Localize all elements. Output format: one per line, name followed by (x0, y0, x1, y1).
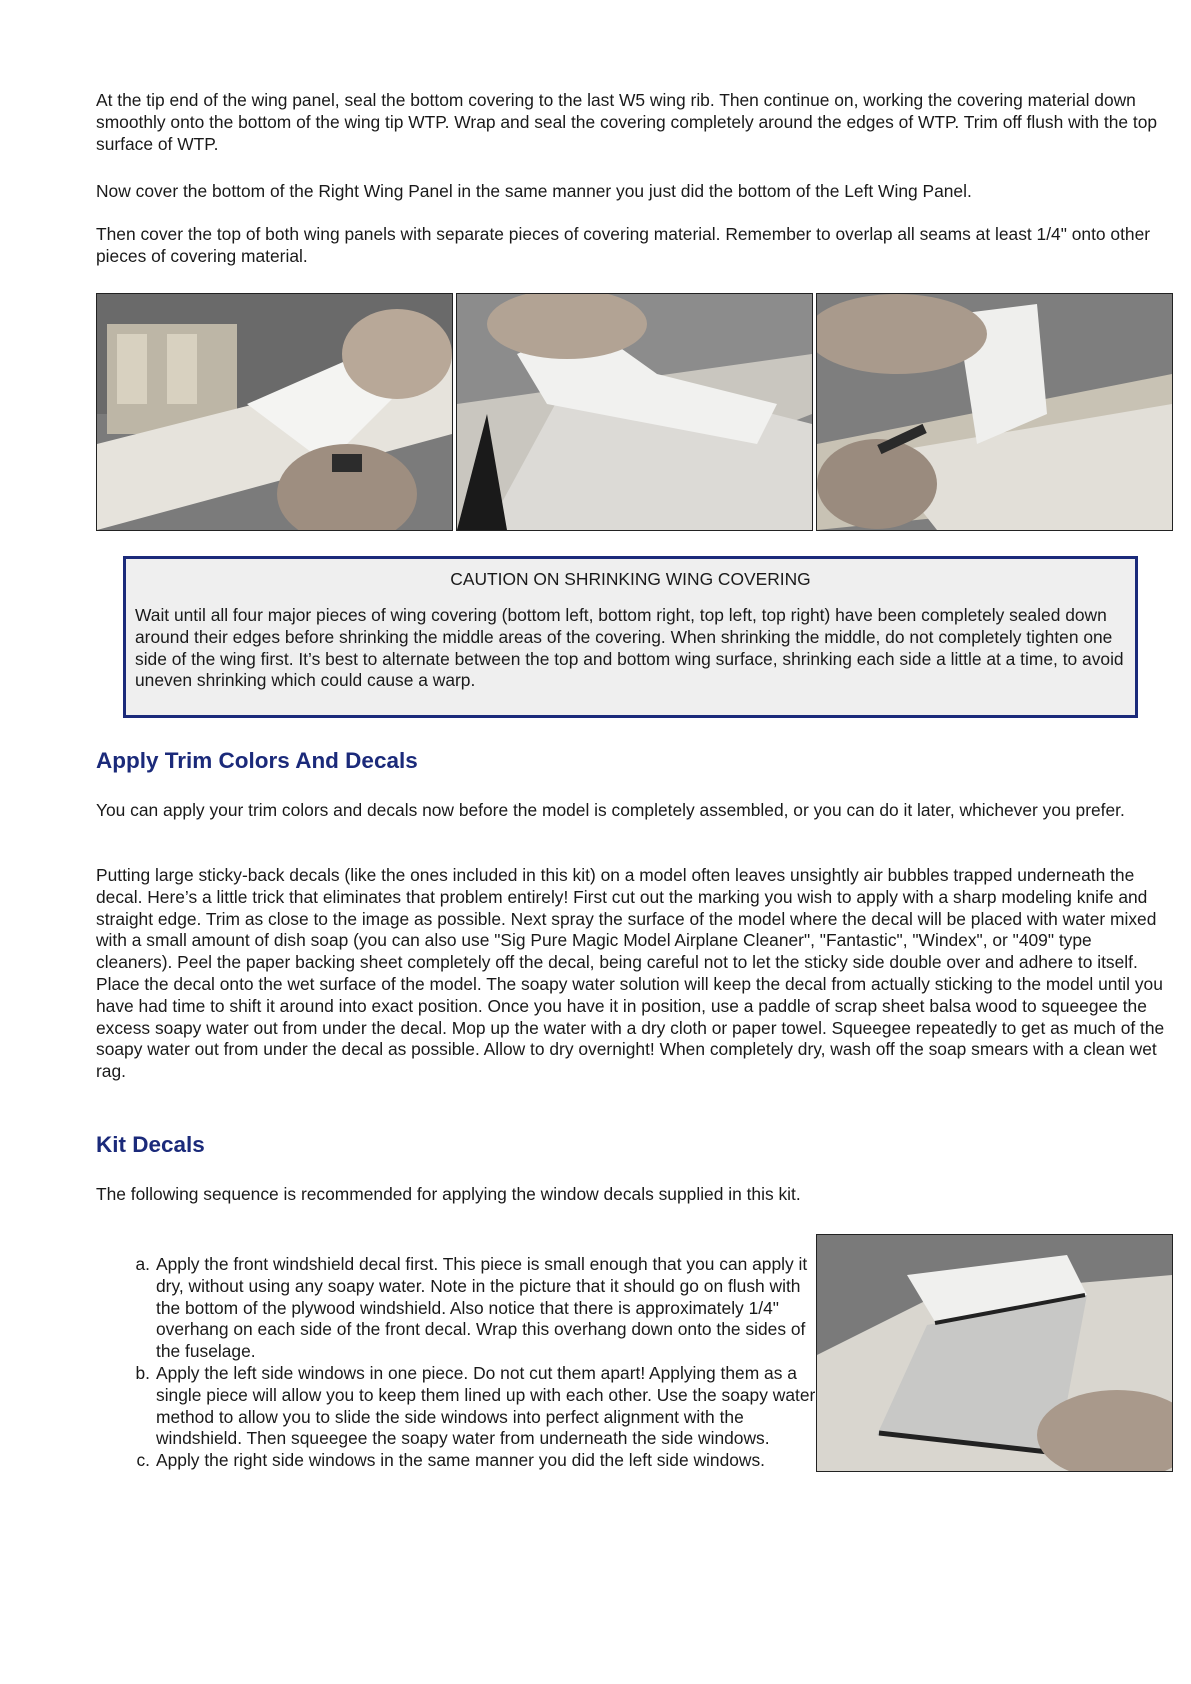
wing-covering-photo-2 (456, 293, 813, 531)
trim-paragraph-1: You can apply your trim colors and decals now before the model is completely assembled, or you can do it later, whichever you prefer. (96, 800, 1125, 820)
caution-title: CAUTION ON SHRINKING WING COVERING (450, 569, 811, 589)
trim-section-heading: Apply Trim Colors And Decals (96, 748, 418, 773)
trim-paragraph-2: Putting large sticky-back decals (like the ones included in this kit) on a model often leaves unsightly air bubbles trapped underneath the decal. Here’s a little trick that eliminates that problem entirely! First cut out the marking you wish to apply with a sharp modeling knife and straight edge. Trim as close to the image as possible. Next spray the surface of the model where the decal will be placed with water mixed with a small amount of dish soap (you can also use "Sig Pure Magic Model Airplane Cleaner", "Fantastic", "Windex", or "409" type cleaners). Peel the paper backing sheet completely off the decal, being careful not to let the sticky side double over and adhere to itself. Place the decal onto the wet surface of the model. The soapy water solution will keep the decal from actually sticking to the model until you have had time to shift it around into exact position. Once you have it in position, use a paddle of scrap sheet balsa wood to squeegee the excess soapy water out from under the decal. Mop up the water with a dry cloth or paper towel. Squeegee repeatedly to get as much of the soapy water out from under the decal as possible. Allow to dry overnight! When completely dry, wash off the soap smears with a clean wet rag. (96, 865, 1165, 1082)
windshield-decal-photo (816, 1234, 1173, 1472)
list-marker: b. (135, 1362, 150, 1383)
kit-decals-list (96, 1254, 816, 1472)
kit-decals-intro: The following sequence is recommended for applying the window decals supplied in this kit. (96, 1184, 801, 1204)
list-item-text: Apply the front windshield decal first. This piece is small enough that you can apply it dry, without using any soapy water. Note in the picture that it should go on flush with the bottom of the plywood windshield. Also notice that there is approximately 1/4" overhang on each side of the front decal. Wrap this overhang down onto the sides of the fuselage. (156, 1254, 808, 1362)
wing-covering-photo-3 (816, 293, 1173, 531)
list-item (96, 1363, 816, 1450)
list-item (96, 1254, 816, 1363)
list-item-text: Apply the right side windows in the same manner you did the left side windows. (156, 1450, 765, 1471)
intro-paragraph-3: Then cover the top of both wing panels with separate pieces of covering material. Remember to overlap all seams at least 1/4" onto other pieces of covering material. (96, 224, 1151, 266)
intro-paragraph-2: Now cover the bottom of the Right Wing Panel in the same manner you just did the bottom of the Left Wing Panel. (96, 181, 972, 201)
list-item (96, 1450, 816, 1472)
list-marker: a. (135, 1254, 150, 1274)
intro-paragraph-1: At the tip end of the wing panel, seal the bottom covering to the last W5 wing rib. Then continue on, working the covering material down smoothly onto the bottom of the wing tip WTP. Wrap and seal the covering completely around the edges of WTP. Trim off flush with the top surface of WTP. (96, 90, 1158, 154)
kit-decals-heading: Kit Decals (96, 1132, 205, 1157)
caution-body: Wait until all four major pieces of wing covering (bottom left, bottom right, top left, top right) have been completely sealed down around their edges before shrinking the middle areas of the covering. When shrinking the middle, do not completely tighten one side of the wing first. It’s best to alternate between the top and bottom wing surface, shrinking each side a little at a time, to avoid uneven shrinking which could cause a warp. (135, 605, 1124, 691)
list-item-text: Apply the left side windows in one piece. Do not cut them apart! Applying them as a single piece will allow you to keep them lined up with each other. Use the soapy water method to allow you to slide the side windows into perfect alignment with the windshield. Then squeegee the soapy water from underneath the side windows. (156, 1362, 816, 1449)
caution-box (123, 556, 1138, 718)
list-marker: c. (136, 1450, 150, 1471)
wing-covering-photo-1 (96, 293, 453, 531)
